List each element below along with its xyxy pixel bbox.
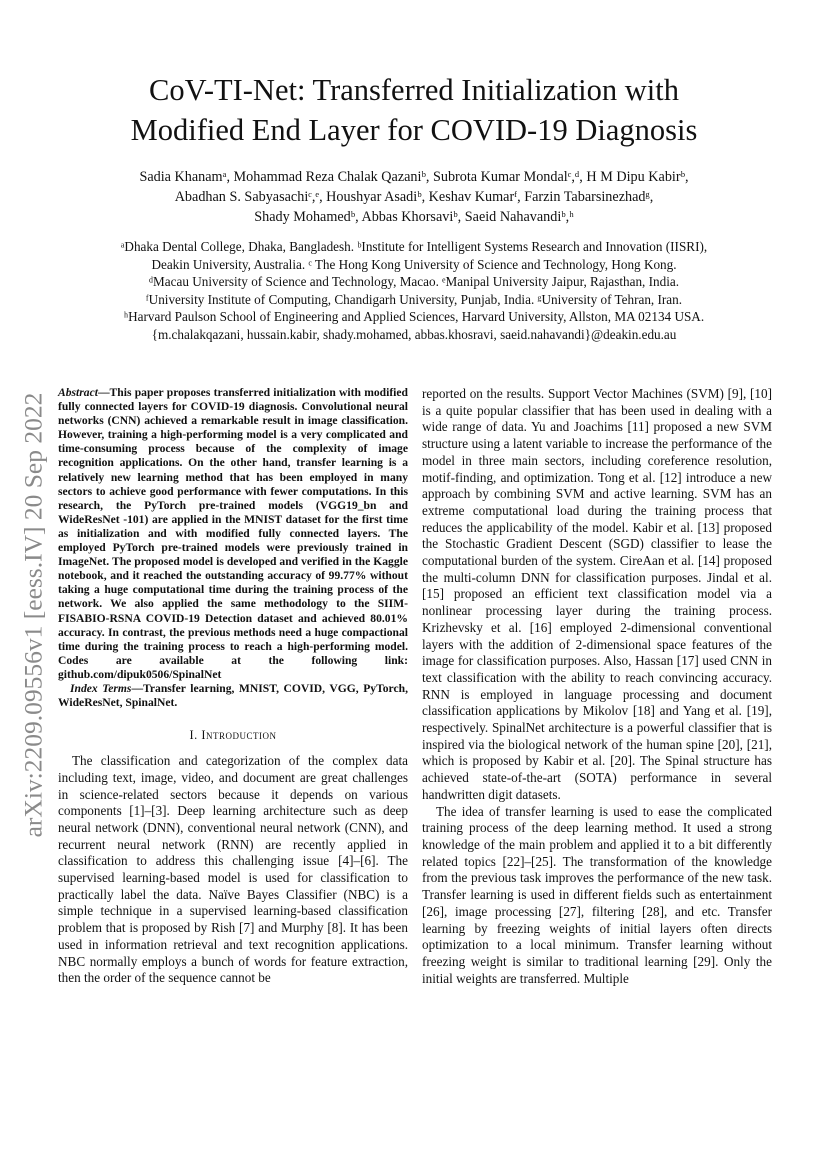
affiliation-line-1: ᵃDhaka Dental College, Dhaka, Bangladesh. ᵇInstitute for Intelligent Systems Research and Innovation (IISRI), [120,239,708,254]
affiliation-line-5: ʰHarvard Paulson School of Engineering and Applied Sciences, Harvard University, Allston, MA 02134 USA. [123,309,705,325]
intro-paragraph-1: The classification and categorization of the complex data including text, image, video, and document are great challenges in science-related sectors because it depends on various components [1]–[3]. Deep learning architecture such as deep neural network (DNN), conventional neural network (CNN), and recurrent neural network (RNN) are recently applied in classification to address this challenging issue [4]–[6]. The supervised learning-based model is used for classification to practically label the data. Naïve Bayes Classifier (NBC) is a simple technique in a supervised learning-based classification problem that is proposed by Rish [7] and Murphy [8]. It has been used in information retrieval and text recognition applications. NBC normally employs a bunch of words for feature extraction, then the order of the sequence cannot be [58,753,408,986]
author-list [60,167,768,227]
affiliation-line-3: ᵈMacau University of Science and Technology, Macao. ᵉManipal University Jaipur, Rajasthan, India. [148,274,680,290]
paper-title [60,70,768,150]
author-emails: {m.chalakqazani, hussain.kabir, shady.mohamed, abbas.khosravi, saeid.nahavandi}@deakin.edu.au [151,326,677,342]
arxiv-identifier-sidebar [16,365,50,865]
left-column [58,386,408,987]
title-line-1: CoV-TI-Net: Transferred Initialization with [149,73,679,107]
author-line-2: Abadhan S. Sabyasachiᶜ,ᵉ, Houshyar Asadiᵇ, Keshav Kumarᶠ, Farzin Tabarsinezhadᵍ, [174,189,654,205]
index-terms-text: —Transfer learning, MNIST, COVID, VGG, PyTorch, WideResNet, SpinalNet. [58,681,408,710]
abstract-text: —This paper proposes transferred initialization with modified fully connected layers for COVID-19 diagnosis. Convolutional neural networks (CNN) achieved a remarkable result in image classification. However, training a high-performing model is a very complicated and time-consuming process because of the complexity of image recognition applications. On the other hand, transfer learning is a relatively new learning method that has been employed in many sectors to achieve good performance with fewer computations. In this research, the PyTorch pre-trained models (VGG19_bn and WideResNet -101) are applied in the MNIST dataset for the first time as initialization and with modified fully connected layers. The employed PyTorch pre-trained models were previously trained in ImageNet. The proposed model is developed and verified in the Kaggle notebook, and it reached the outstanding accuracy of 99.77% without taking a huge computational time during the training process of the network. We also applied the same methodology to the SIIM-FISABIO-RSNA COVID-19 Detection dataset and achieved 80.01% accuracy. In contrast, the previous methods need a huge compactional time during the training process to reach a high-performing model. Codes are available at the following link: github.com/dipuk0506/SpinalNet [58,386,408,681]
index-terms-label: Index Terms [70,681,132,695]
author-line-1: Sadia Khanamᵃ, Mohammad Reza Chalak Qazaniᵇ, Subrota Kumar Mondalᶜ,ᵈ, H M Dipu Kabirᵇ, [139,169,689,185]
intro-paragraph-2: reported on the results. Support Vector Machines (SVM) [9], [10] is a quite popular classifier that has been used in dealing with a wide range of data. Yu and Joachims [11] proposed a new SVM structure using a latent variable to increase the performance of the model in three main sectors, including coreference resolution, motif-finding, and optimization. Tong et al. [12] introduce a new approach by combining SVM and active learning. SVM has an extreme computational load during the training process that reduces the applicability of the model. Kabir et al. [13] proposed the Stochastic Gradient Descent (SGD) classifier to lease the computational burden of the system. CireAan et al. [14] proposed the multi-column DNN for classification purposes. Jindal et al. [15] proposed an efficient text classification model via a nonlinear processing layer during the training process. Krizhevsky et al. [16] employed 2-dimensional conventional layers with the addition of 2-dimensional space features of the image for classification purposes. Also, Hassan [17] used CNN in text classification with the ability to reach convincing accuracy. RNN is employed in language processing and document classification applications by Mikolov [18] and Yang et al. [19], respectively. SpinalNet architecture is a powerful classifier that is inspired via the biological network of the human spine [20], [21], which is proposed by Kabir et al. [20]. The Spinal structure has achieved state-of-the-art (SOTA) performance in several handwritten digit datasets. [422,386,772,802]
affiliation-line-2: Deakin University, Australia. ᶜ The Hong Kong University of Science and Technology, Hong Kong. [151,256,677,272]
abstract-label: Abstract [58,386,98,399]
title-line-2: Modified End Layer for COVID-19 Diagnosis [130,113,698,147]
author-line-3: Shady Mohamedᵇ, Abbas Khorsaviᵇ, Saeid Nahavandiᵇ,ʰ [254,209,574,225]
affiliation-line-4: ᶠUniversity Institute of Computing, Chandigarh University, Punjab, India. ᵍUniversity of Tehran, Iran. [145,291,683,307]
intro-paragraph-3: The idea of transfer learning is used to ease the complicated training process of the deep learning method. It used a strong knowledge of the main problem and applied it to a bit differently related topics [22]–[25]. The transformation of the knowledge from the previous task improves the performance of the new task. Transfer learning is used in different fields such as entertainment [26], image processing [27], filtering [28], and etc. Transfer learning by freezing weights of initial layers often directs optimization to a local minimum. Transfer learning without freezing weight is similar to traditional learning [29]. Only the initial weights are transferred. Multiple [422,803,772,986]
abstract [58,386,408,682]
index-terms [58,682,408,710]
right-column [422,386,772,987]
arxiv-identifier: arXiv:2209.09556v1 [eess.IV] 20 Sep 2022 [18,392,47,838]
section-heading-introduction: I. Introduction [189,728,277,743]
affiliations [60,238,768,344]
